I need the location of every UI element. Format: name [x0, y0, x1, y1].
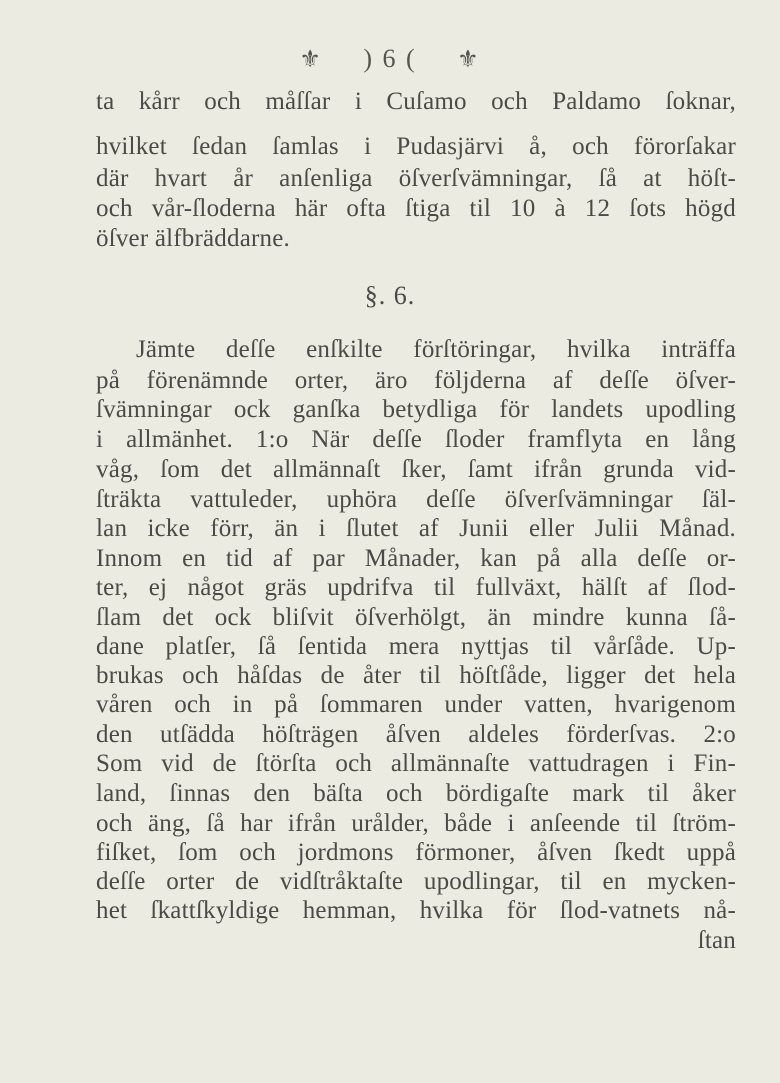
text-line: ſträkta vattuleder, uphöra deſſe öſverſvämningar ſäl-	[96, 486, 736, 513]
text-line: där hvart år anſenliga öſverſvämningar, ſå at höſt-	[96, 165, 736, 192]
text-line: Som vid de ſtörſta och allmännaſte vattudragen i Fin-	[96, 750, 736, 777]
text-line: dane platſer, ſå ſentida mera nyttjas til vårſåde. Up-	[96, 633, 736, 660]
text-line: Jämte deſſe enſkilte förſtöringar, hvilka inträffa	[136, 336, 736, 363]
text-line: ter, ej något gräs updrifva til fullväxt, hälſt af ſlod-	[96, 574, 736, 601]
catchword: ſtan	[697, 927, 736, 954]
text-line: i allmänhet. 1:o När deſſe ſloder framflyta en lång	[96, 426, 736, 453]
page-number: ) 6 (	[363, 44, 417, 73]
text-line: och äng, ſå har ifrån urålder, både i anſeende til ſtröm-	[96, 810, 736, 837]
fleur-de-lis-left-icon: ⚜	[299, 47, 323, 73]
text-line: hvilket ſedan ſamlas i Pudasjärvi å, och förorſakar	[96, 133, 736, 160]
text-line: lan icke förr, än i ſlutet af Junii eller Julii Månad.	[96, 515, 736, 542]
text-line: fiſket, ſom och jordmons förmoner, åſven ſkedt uppå	[96, 839, 736, 866]
text-line: het ſkattſkyldige hemman, hvilka för ſlod-vatnets nå-	[96, 897, 736, 924]
running-header	[0, 44, 780, 74]
text-line: på förenämnde orter, äro följderna af deſſe öſver-	[96, 367, 736, 394]
text-line: deſſe orter de vidſtråktaſte upodlingar, til en mycken-	[96, 868, 736, 895]
text-line: ſlam det ock bliſvit öſverhölgt, än mindre kunna ſå-	[96, 604, 736, 631]
text-line: den utſädda höſträgen åſven aldeles förderſvas. 2:o	[96, 721, 736, 748]
text-line: öſver älfbräddarne.	[96, 225, 290, 252]
text-line: ta kårr och måſſar i Cuſamo och Paldamo ſoknar,	[96, 88, 736, 115]
text-line: våg, ſom det allmännaſt ſker, ſamt ifrån grunda vid-	[96, 456, 736, 483]
text-line: våren och in på ſommaren under vatten, hvarigenom	[96, 691, 736, 718]
text-line: ſvämningar ock ganſka betydliga för landets upodling	[96, 396, 736, 423]
text-line: brukas och håſdas de åter til höſtſåde, ligger det hela	[96, 662, 736, 689]
text-line: och vår-ſloderna här ofta ſtiga til 10 à 12 ſots högd	[96, 195, 736, 222]
text-line: Innom en tid af par Månader, kan på alla deſſe or-	[96, 545, 736, 572]
text-line: land, ſinnas den bäſta och bördigaſte mark til åker	[96, 780, 736, 807]
fleur-de-lis-right-icon: ⚜	[457, 47, 481, 73]
section-heading: §. 6.	[364, 281, 416, 310]
